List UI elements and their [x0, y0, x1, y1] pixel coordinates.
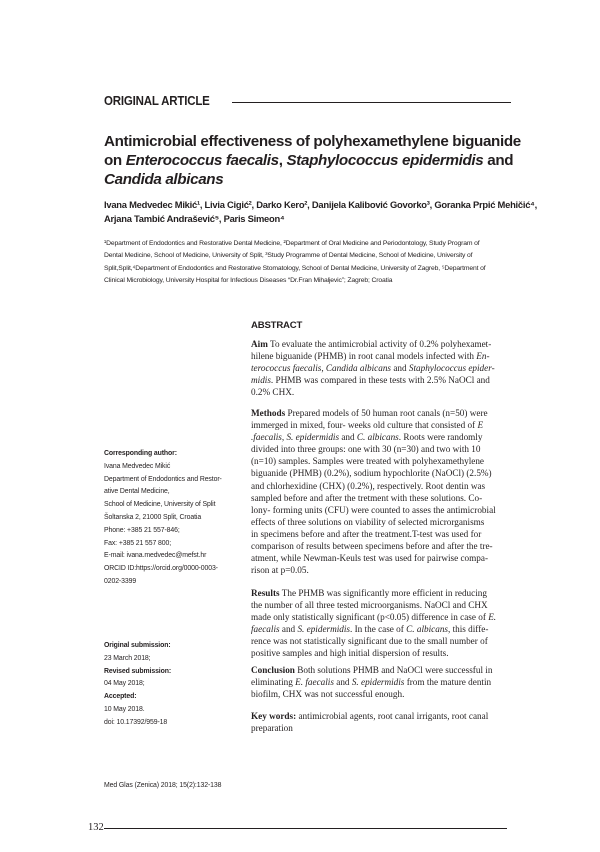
title-line-2: on Enterococcus faecalis, Staphylococcus epidermidis and: [104, 152, 514, 169]
affiliation-line: Split,Split,⁴Department of Endodontics and Restorative Stomatology, School of Dental Medicine, University of Zagreb, ⁵Department of: [104, 264, 486, 272]
accepted-date: 10 May 2018.: [104, 705, 145, 713]
revised-submission-date: 04 May 2018;: [104, 680, 145, 688]
keywords-label: Key words:: [251, 711, 297, 721]
authors-line-2: Arjana Tambić Andrašević⁵, Paris Simeon⁴: [104, 213, 285, 224]
aim-label: Aim: [251, 339, 268, 349]
abstract-methods: Methods Prepared models of 50 human root canals (n=50) were immerged in mixed, four- weeks old culture that consisted of E .faecalis, S. epidermidis and C. albicans. Roots were randomly divided into three groups: one with 30 (n=30) and two with 10 (n=10) samples. Samples were treated with polyhexamethylene biguanide (PHMB) (0.2%), sodium hypochlorite (NaOCl) (2.5%) and chlorhexidine (CHX) (0.2%), respectively. Root dentin was sampled before and after the tretment with these solutions. Co- lony- forming units (CFU) were counted to asses the antimicrobial effects of three solutions on viability of selected microrganisms in specimens before and after the treatment.T-test was used for comparison of results between specimens before and after the tre- atment, while Newman-Keuls test was used for pairwise compa- rison at p=0.05.: [251, 408, 496, 576]
authors-line-1: Ivana Medvedec Mikić¹, Livia Cigić², Darko Kero², Danijela Kalibović Govorko³, Goranka Prpić Mehičić⁴,: [104, 199, 537, 210]
corresponding-line: Department of Endodontics and Restor-: [104, 475, 222, 483]
abstract-heading: ABSTRACT: [251, 320, 303, 331]
corresponding-heading: Corresponding author:: [104, 450, 177, 457]
abstract-results: Results The PHMB was significantly more efficient in reducing the number of all three tested microorganisms. NaOCl and CHX made only statistically significant (p<0.05) difference in case of E. faecalis and S. epidermidis. In the case of C. albicans, this diffe- rence was not statistically significant due to the small number of positive samples and high initial dispersion of results.: [251, 588, 497, 659]
corresponding-line: ative Dental Medicine,: [104, 488, 170, 496]
affiliation-line: Clinical Microbiology, University Hospital for Infectious Diseases “Dr.Fran Mihaljevic”; Zagreb; Croatia: [104, 277, 393, 285]
corresponding-line: Ivana Medvedec Mikić: [104, 462, 171, 470]
affiliation-line: Dental Medicine, School of Medicine, University of Split, ³Study Programme of Dental Medicine, School of Medicine, University of: [104, 252, 473, 260]
section-rule: [232, 102, 511, 103]
orcid-line: ORCID ID:https://orcid.org/0000-0003-: [104, 565, 218, 573]
conclusion-label: Conclusion: [251, 665, 295, 675]
corresponding-line: Phone: +385 21 557-846;: [104, 526, 180, 534]
corresponding-author-box: [104, 448, 234, 589]
title-line-1: Antimicrobial effectiveness of polyhexamethylene biguanide: [104, 133, 521, 150]
abstract-keywords: Key words: antimicrobial agents, root canal irrigants, root canal preparation: [251, 711, 489, 734]
revised-submission-label: Revised submission:: [104, 667, 172, 675]
corresponding-line: Šoltanska 2, 21000 Split, Croatia: [104, 513, 202, 521]
abstract-conclusion: Conclusion Both solutions PHMB and NaOCl were successful in eliminating E. faecalis and S. epidermidis from the mature dentin biofilm, CHX was not successful enough.: [251, 665, 493, 700]
affiliations: [104, 238, 522, 288]
doi: doi: 10.17392/959-18: [104, 718, 168, 726]
article-title: [104, 132, 524, 189]
affiliation-line: ¹Department of Endodontics and Restorative Dental Medicine, ²Department of Oral Medicine and Periodontology, Study Program of: [104, 240, 480, 247]
corresponding-line: School of Medicine, University of Split: [104, 501, 216, 509]
section-label: ORIGINAL ARTICLE: [104, 94, 210, 108]
methods-label: Methods: [251, 408, 286, 418]
footer-rule: [104, 828, 507, 829]
original-submission-label: Original submission:: [104, 642, 171, 649]
orcid-line: 0202-3399: [104, 577, 137, 585]
results-label: Results: [251, 588, 280, 598]
email-line: E-mail: ivana.medvedec@mefst.hr: [104, 552, 207, 560]
corresponding-line: Fax: +385 21 557 800;: [104, 539, 172, 547]
submission-dates: [104, 640, 234, 730]
original-submission-date: 23 March 2018;: [104, 654, 151, 662]
abstract-aim: Aim To evaluate the antimicrobial activity of 0.2% polyhexamet- hilene biguanide (PHMB) in root canal models infected with En- terococcus faecalis, Candida albicans and Staphylococcus epider- midis. PHMB was compared in these tests with 2.5% NaOCl and 0.2% CHX.: [251, 339, 495, 398]
journal-citation: Med Glas (Zenica) 2018; 15(2):132-138: [104, 782, 222, 789]
author-list: [104, 198, 537, 226]
page-number: 132: [88, 822, 104, 833]
title-line-3: Candida albicans: [104, 171, 224, 188]
accepted-label: Accepted:: [104, 693, 137, 701]
